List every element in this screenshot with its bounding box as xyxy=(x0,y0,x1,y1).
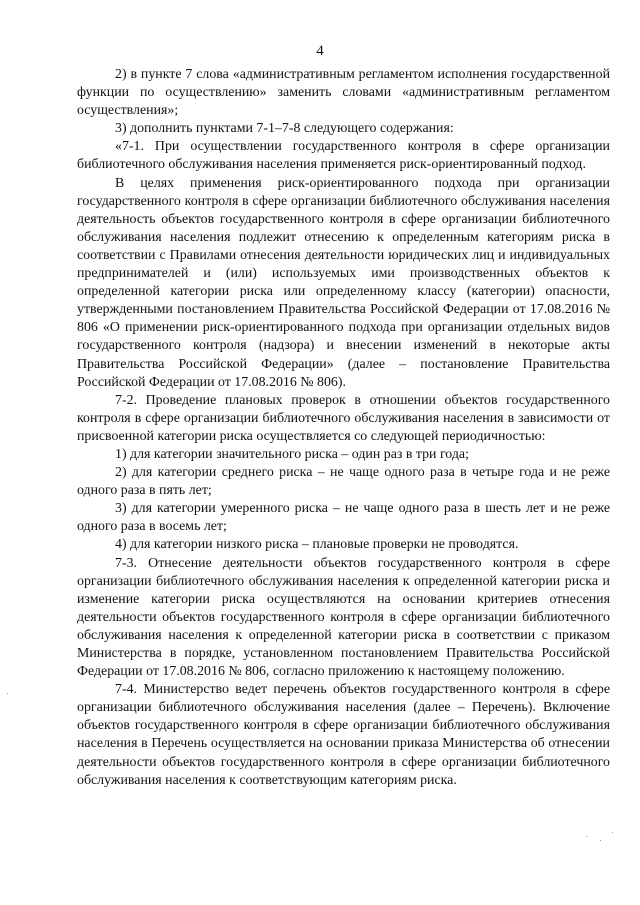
paragraph-7-2: 7-2. Проведение плановых проверок в отношении объектов государственного контроля в сфере организации библиотечного обслуживания населения в зависимости от присвоенной категории риска осуществляется со следующей периодичностью: xyxy=(77,392,610,444)
scan-speck xyxy=(600,840,601,841)
list-item-significant-risk: 1) для категории значительного риска – один раз в три года; xyxy=(115,446,469,462)
scan-speck xyxy=(7,693,8,694)
paragraph-7-1: «7-1. При осуществлении государственного контроля в сфере организации библиотечного обслуживания населения применяется риск-ориентированный подход. xyxy=(77,139,610,173)
paragraph-item-3-intro: 3) дополнить пунктами 7-1–7-8 следующего содержания: xyxy=(115,121,454,137)
scan-speck xyxy=(612,832,613,833)
list-item-low-risk: 4) для категории низкого риска – плановые проверки не проводятся. xyxy=(115,537,519,553)
list-item-medium-risk: 2) для категории среднего риска – не чаще одного раза в четыре года и не реже одного раза в пять лет; xyxy=(77,465,610,499)
paragraph-item-2-amendment: 2) в пункте 7 слова «административным регламентом исполнения государственной функции по осуществлению» заменить словами «административным регламентом осуществления»; xyxy=(77,67,610,119)
page-number: 4 xyxy=(316,43,324,59)
document-body xyxy=(77,66,610,790)
scan-speck xyxy=(586,836,587,837)
paragraph-7-3: 7-3. Отнесение деятельности объектов государственного контроля в сфере организации библиотечного обслуживания населения к определенной категории риска и изменение категории риска осуществляются на основании критериев отнесения деятельности объектов государственного контроля в сфере организации библиотечного обслуживания населения к определенной категории риска в соответствии с приказом Министерства в порядке, установленном постановлением Правительства Российской Федерации от 17.08.2016 № 806, согласно приложению к настоящему положению. xyxy=(77,555,610,680)
paragraph-7-4: 7-4. Министерство ведет перечень объектов государственного контроля в сфере организации библиотечного обслуживания населения (далее – Перечень). Включение объектов государственного контроля в сфере организации библиотечного обслуживания населения в Перечень осуществляется на основании приказа Министерства об отнесении деятельности объектов государственного контроля в сфере организации библиотечного обслуживания населения к соответствующим категориям риска. xyxy=(77,682,610,788)
list-item-moderate-risk: 3) для категории умеренного риска – не чаще одного раза в шесть лет и не реже одного раза в восемь лет; xyxy=(77,501,610,535)
paragraph-risk-approach: В целях применения риск-ориентированного подхода при организации государственного контроля в сфере организации библиотечного обслуживания населения деятельность объектов государственного контроля в сфере организации библиотечного обслуживания населения подлежит отнесению к определенным категориям риска в соответствии с Правилами отнесения деятельности юридических лиц и индивидуальных предпринимателей и (или) используемых ими производственных объектов к определенной категории риска или определенному классу (категории) опасности, утвержденными постановлением Правительства Российской Федерации от 17.08.2016 № 806 «О применении риск-ориентированного подхода при организации отдельных видов государственного контроля (надзора) и внесении изменений в некоторые акты Правительства Российской Федерации» (далее – постановление Правительства Российской Федерации от 17.08.2016 № 806). xyxy=(77,175,610,390)
